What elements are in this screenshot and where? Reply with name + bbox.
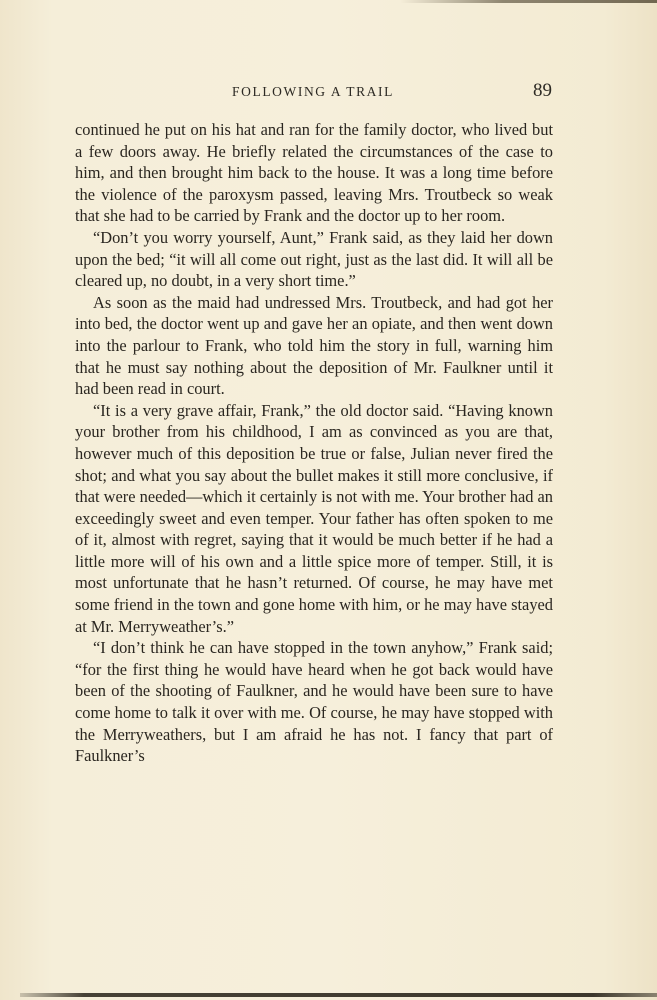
page-top-edge-shadow — [400, 0, 657, 3]
paragraph-2: “Don’t you worry yourself, Aunt,” Frank said, as they laid her down upon the bed; “it will all come out right, just as the last did. It will all be cleared up, no doubt, in a very short time.” — [75, 227, 553, 291]
page-bottom-edge-shadow — [20, 993, 657, 997]
paragraph-1: continued he put on his hat and ran for the family doctor, who lived but a few doors away. He briefly related the circumstances of the case to him, and then brought him back to the house. It was a long time before the violence of the paroxysm passed, leaving Mrs. Troutbeck so weak that she had to be carried by Frank and the doctor up to her room. — [75, 120, 553, 226]
paragraph-3: As soon as the maid had undressed Mrs. Troutbeck, and had got her into bed, the doctor went up and gave her an opiate, and then went down into the parlour to Frank, who told him the story in full, warning him that he must say nothing about the deposition of Mr. Faulkner until it had been read in court. — [75, 292, 553, 399]
page-header — [72, 80, 554, 104]
body-text — [75, 119, 553, 767]
paragraph-5: “I don’t think he can have stopped in the town anyhow,” Frank said; “for the first thing he would have heard when he got back would have been of the shooting of Faulkner, and he would have been sure to have come home to talk it over with me. Of course, he may have stopped with the Merryweathers, but I am afraid he has not. I fancy that part of Faulkner’s — [75, 638, 553, 766]
page-number: 89 — [533, 80, 552, 101]
running-title: FOLLOWING A TRAIL — [232, 84, 394, 99]
paragraph-4: “It is a very grave affair, Frank,” the old doctor said. “Having known your brother from his childhood, I am as convinced as you are that, however much of this deposition be true or false, Julian never fired the shot; and what you say about the bullet makes it still more conclusive, if that were needed—which it certainly is not with me. Your brother had an exceedingly sweet and even temper. Your father has often spoken to me of it, almost with regret, saying that it would be much better if he had a little more will of his own and a little spice more of temper. Still, it is most unfortunate that he hasn’t returned. Of course, he may have met some friend in the town and gone home with him, or he may have stayed at Mr. Merryweather’s.” — [75, 400, 553, 636]
